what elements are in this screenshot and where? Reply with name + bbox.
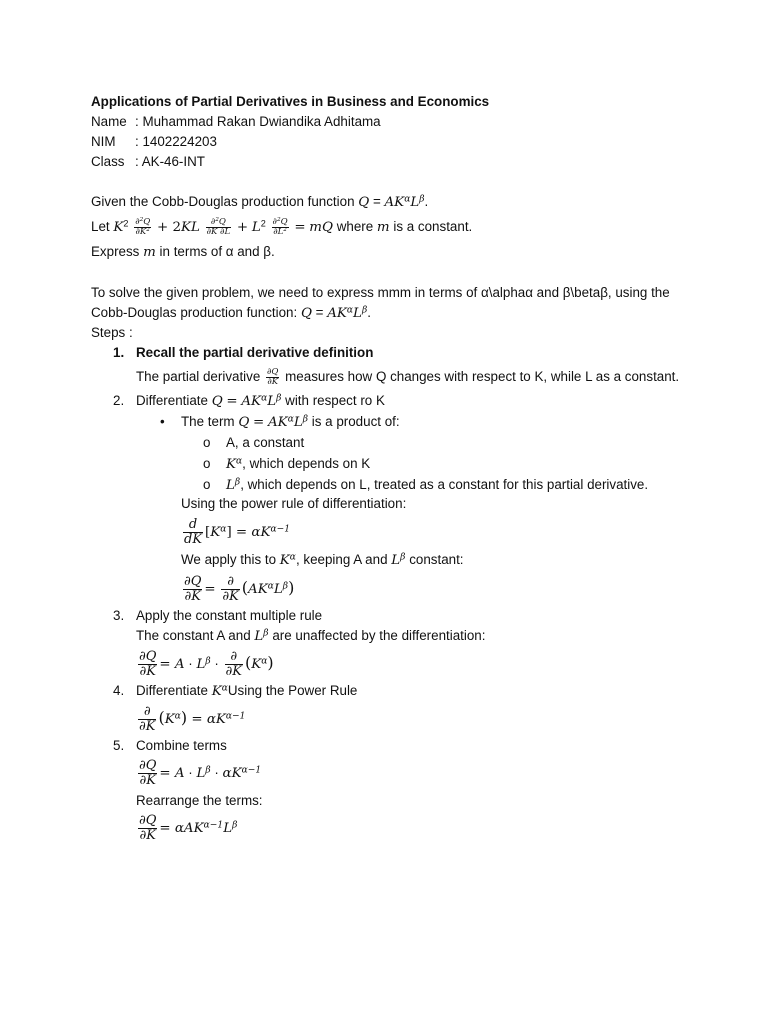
final-equation: $\frac{\partial Q}{\partial K}$ = $\alpha AK^{\alpha-1}L^\beta$ xyxy=(139,813,238,843)
step-4-number: 4. xyxy=(113,683,125,698)
step-2-bullet: The term $Q = AK^\alpha L^\beta$ is a product of: xyxy=(181,414,400,430)
step-2-number: 2. xyxy=(113,393,125,408)
document-title: Applications of Partial Derivatives in Business and Economics xyxy=(91,94,490,109)
second-partial-kk: $\frac{\partial^2Q}{\partial K^2}$ xyxy=(135,217,151,237)
express-line: Express m in terms of α and β. xyxy=(91,244,275,260)
combine-equation: $\frac{\partial Q}{\partial K}$ = $A \cdot L^\beta \cdot \alpha K^{\alpha-1}$ xyxy=(139,758,262,788)
nim-label: NIM xyxy=(91,134,116,149)
class-value: : AK-46-INT xyxy=(135,154,205,169)
sub-item-l: $L^\beta$, which depends on L, treated as a constant for this partial derivative. xyxy=(226,477,649,493)
step-5-number: 5. xyxy=(113,738,125,753)
name-value: : Muhammad Rakan Dwiandika Adhitama xyxy=(135,114,381,129)
given-line: Given the Cobb-Douglas production function $Q = AK^\alpha L^\beta$. xyxy=(91,194,429,210)
step-5-title: Combine terms xyxy=(136,738,227,753)
nim-value: : 1402224203 xyxy=(135,134,217,149)
power-rule-k-equation: $\frac{\partial}{\partial K}$ $(K^\alpha) = \alpha K^{\alpha-1}$ xyxy=(139,704,246,734)
circle-bullet-icon: o xyxy=(203,477,211,492)
constant-multiple-equation: $\frac{\partial Q}{\partial K}$ = $A \cdot L^\beta$ · $\frac{\partial}{\partial K}$ $(K^\alpha)$ xyxy=(139,649,274,679)
given-text: Given the Cobb-Douglas production function xyxy=(91,194,355,209)
power-rule-equation: $\frac{d}{dK}$ $[K^\alpha] = \alpha K^{\alpha-1}$ xyxy=(184,517,291,547)
second-partial-ll: $\frac{\partial^2Q}{\partial L^2}$ xyxy=(272,217,288,237)
let-equation-line: Let $K^2$ $\frac{\partial^2Q}{\partial K^2}$ + 2KL $\frac{\partial^2Q}{\partial K \partial L}$ + $L^2$ $\frac{\partial^2Q}{\partial L^2}$ = mQ where m is a constant. xyxy=(91,217,473,237)
step-1-number: 1. xyxy=(113,345,125,360)
partial-q-k: $\frac{\partial Q}{\partial K}$ xyxy=(267,367,279,387)
let-text: Let xyxy=(91,219,110,234)
is-constant-text: is a constant. xyxy=(393,219,473,234)
sub-item-k: $K^\alpha$, which depends on K xyxy=(226,456,371,472)
name-label: Name xyxy=(91,114,127,129)
steps-label: Steps : xyxy=(91,325,133,340)
partial-akl-equation: $\frac{\partial Q}{\partial K}$ = $\frac{\partial}{\partial K}$ $(AK^\alpha L^\beta)$ xyxy=(184,574,295,604)
mixed-partial-kl: $\frac{\partial^2Q}{\partial K \partial L}$ xyxy=(206,217,231,237)
solution-intro-line2: Cobb-Douglas production function: $Q = AK^\alpha L^\beta$. xyxy=(91,305,371,321)
cobb-douglas-formula: Q xyxy=(358,195,370,210)
power-rule-text: Using the power rule of differentiation: xyxy=(181,496,407,511)
step-3-title: Apply the constant multiple rule xyxy=(136,608,323,623)
sub-item-a: A, a constant xyxy=(226,435,305,450)
step-3-number: 3. xyxy=(113,608,125,623)
step-1-body: The partial derivative $\frac{\partial Q}{\partial K}$ measures how Q changes with respect to K, while L as a constant. xyxy=(136,367,680,387)
step-2-title: Differentiate $Q = AK^\alpha L^\beta$ with respect ro K xyxy=(136,393,385,409)
where-text: where xyxy=(336,219,374,234)
bullet-icon: • xyxy=(160,414,165,429)
circle-bullet-icon: o xyxy=(203,435,211,450)
circle-bullet-icon: o xyxy=(203,456,211,471)
step-4-title: Differentiate $K^\alpha Using$ the Power Rule xyxy=(136,683,358,699)
apply-line: We apply this to $K^\alpha$, keeping A and $L^\beta$ constant: xyxy=(181,552,464,568)
step-1-title: Recall the partial derivative definition xyxy=(136,345,374,360)
class-label: Class xyxy=(91,154,125,169)
solution-intro-line1: To solve the given problem, we need to express mmm in terms of α\alphaα and β\betaβ, using the xyxy=(91,285,670,300)
rearrange-text: Rearrange the terms: xyxy=(136,793,263,808)
step-3-body: The constant A and $L^\beta$ are unaffected by the differentiation: xyxy=(136,628,486,644)
